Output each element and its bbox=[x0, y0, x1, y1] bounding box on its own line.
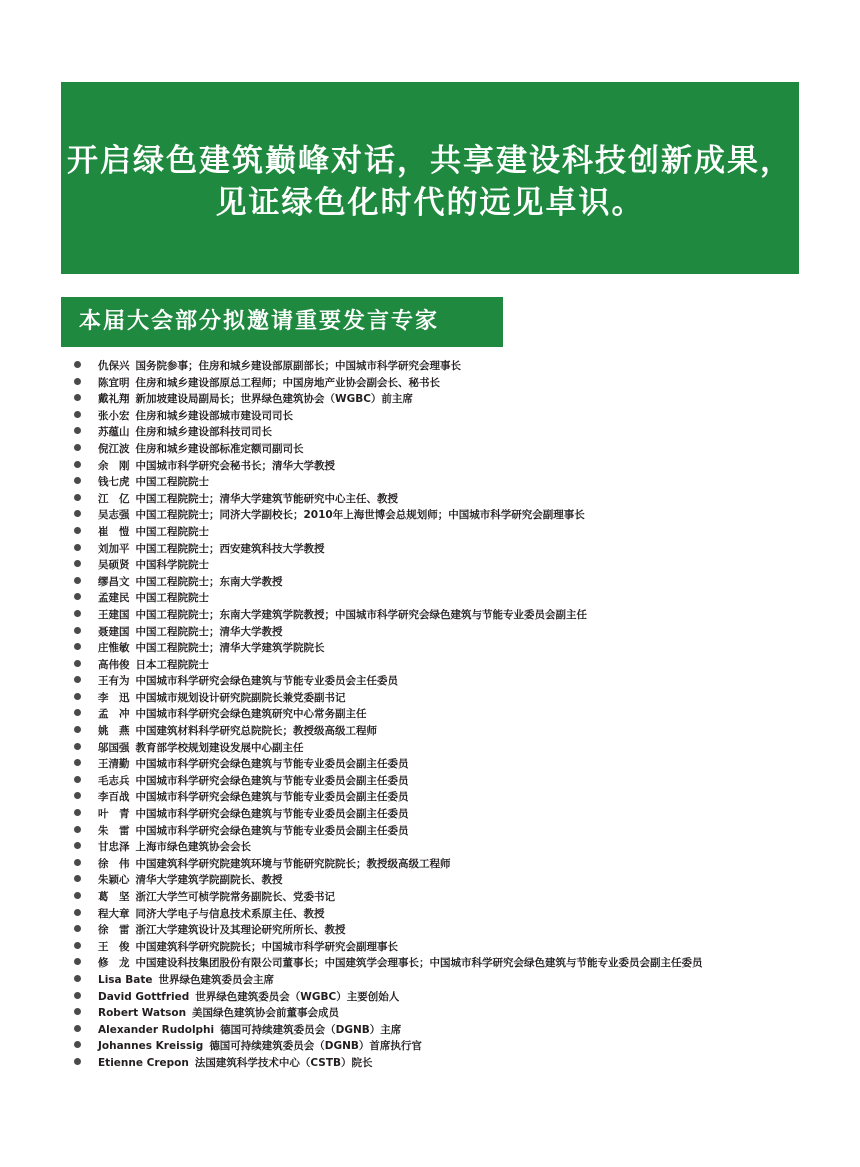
speaker-name: 王有为 bbox=[98, 675, 130, 688]
speaker-title: 中国工程院院士 bbox=[135, 476, 209, 489]
speaker-name: Lisa Bate bbox=[98, 973, 153, 986]
bullet-icon bbox=[74, 909, 81, 916]
list-item bbox=[74, 557, 703, 574]
speaker-name: 李 迅 bbox=[98, 691, 130, 704]
speaker-title: 中国建设科技集团股份有限公司董事长；中国建筑学会理事长；中国城市科学研究会绿色建筑与节能专业委员会副主任委员 bbox=[135, 957, 703, 970]
list-item bbox=[74, 723, 703, 740]
speaker-name: 王建国 bbox=[98, 608, 130, 621]
speaker-title: 中国工程院院士 bbox=[135, 525, 209, 538]
list-item bbox=[74, 474, 703, 491]
speaker-title: 中国工程院院士；同济大学副校长；2010年上海世博会总规划师；中国城市科学研究会副理事长 bbox=[135, 509, 585, 522]
speaker-title: 中国城市科学研究会绿色建筑与节能专业委员会副主任委员 bbox=[135, 791, 409, 804]
speaker-name: David Gottfried bbox=[98, 990, 190, 1003]
speaker-list bbox=[74, 358, 703, 1072]
speaker-title: 中国城市规划设计研究院副院长兼党委副书记 bbox=[135, 691, 346, 704]
list-item bbox=[74, 756, 703, 773]
speaker-name: 倪江波 bbox=[98, 442, 130, 455]
bullet-icon bbox=[74, 842, 81, 849]
speaker-name: 庄惟敏 bbox=[98, 642, 130, 655]
hero-headline-line-2: 见证绿色化时代的远见卓识。 bbox=[215, 185, 645, 221]
speaker-name: 刘加平 bbox=[98, 542, 130, 555]
list-item bbox=[74, 922, 703, 939]
speaker-title: 中国城市科学研究会绿色建筑与节能专业委员会副主任委员 bbox=[135, 808, 409, 821]
list-item bbox=[74, 1055, 703, 1072]
bullet-icon bbox=[74, 693, 81, 700]
list-item bbox=[74, 441, 703, 458]
bullet-icon bbox=[74, 1058, 81, 1065]
speaker-title: 德国可持续建筑委员会（DGNB）主席 bbox=[220, 1023, 402, 1036]
list-item bbox=[74, 690, 703, 707]
list-item bbox=[74, 574, 703, 591]
speaker-title: 中国工程院院士；东南大学建筑学院教授；中国城市科学研究会绿色建筑与节能专业委员会副主任 bbox=[135, 608, 587, 621]
bullet-icon bbox=[74, 477, 81, 484]
bullet-icon bbox=[74, 759, 81, 766]
hero-headline-line-1: 开启绿色建筑巅峰对话，共享建设科技创新成果， bbox=[67, 143, 793, 179]
speaker-title: 世界绿色建筑委员会主席 bbox=[158, 973, 275, 986]
speaker-title: 中国工程院院士；清华大学教授 bbox=[135, 625, 283, 638]
bullet-icon bbox=[74, 361, 81, 368]
list-item bbox=[74, 607, 703, 624]
list-item bbox=[74, 408, 703, 425]
speaker-name: 叶 青 bbox=[98, 808, 130, 821]
bullet-icon bbox=[74, 826, 81, 833]
speaker-title: 教育部学校规划建设发展中心副主任 bbox=[135, 741, 304, 754]
speaker-name: 张小宏 bbox=[98, 409, 130, 422]
speaker-title: 中国工程院院士 bbox=[135, 592, 209, 605]
bullet-icon bbox=[74, 643, 81, 650]
speaker-title: 中国城市科学研究会绿色建筑与节能专业委员会副主任委员 bbox=[135, 758, 409, 771]
speaker-name: Alexander Rudolphi bbox=[98, 1023, 215, 1036]
speaker-title: 国务院参事；住房和城乡建设部原副部长；中国城市科学研究会理事长 bbox=[135, 360, 461, 372]
bullet-icon bbox=[74, 942, 81, 949]
speaker-title: 浙江大学竺可桢学院常务副院长、党委书记 bbox=[135, 891, 335, 903]
speaker-title: 中国工程院院士；西安建筑科技大学教授 bbox=[135, 542, 325, 555]
bullet-icon bbox=[74, 461, 81, 468]
speaker-name: 孟 冲 bbox=[98, 708, 130, 721]
bullet-icon bbox=[74, 925, 81, 932]
speaker-title: 中国建筑科学研究院院长；中国城市科学研究会副理事长 bbox=[135, 940, 398, 953]
bullet-icon bbox=[74, 726, 81, 733]
speaker-name: 朱 雷 bbox=[98, 824, 130, 837]
list-item bbox=[74, 458, 703, 475]
speaker-name: 姚 燕 bbox=[98, 725, 130, 738]
list-item bbox=[74, 972, 703, 989]
bullet-icon bbox=[74, 792, 81, 799]
speaker-title: 中国工程院院士；清华大学建筑节能研究中心主任、教授 bbox=[135, 492, 398, 505]
list-item bbox=[74, 1038, 703, 1055]
bullet-icon bbox=[74, 444, 81, 451]
speaker-name: Etienne Crepon bbox=[98, 1056, 189, 1069]
bullet-icon bbox=[74, 394, 81, 401]
speaker-title: 中国城市科学研究会绿色建筑研究中心常务副主任 bbox=[135, 708, 367, 721]
speaker-title: 住房和城乡建设部科技司司长 bbox=[135, 426, 272, 439]
speaker-title: 中国城市科学研究会绿色建筑与节能专业委员会主任委员 bbox=[135, 675, 398, 688]
speaker-name: 徐 雷 bbox=[98, 924, 130, 937]
bullet-icon bbox=[74, 859, 81, 866]
list-item bbox=[74, 872, 703, 889]
list-item bbox=[74, 424, 703, 441]
speaker-name: 毛志兵 bbox=[98, 774, 130, 787]
bullet-icon bbox=[74, 776, 81, 783]
speaker-name: 缪昌文 bbox=[98, 575, 130, 588]
bullet-icon bbox=[74, 527, 81, 534]
speaker-title: 中国城市科学研究会秘书长；清华大学教授 bbox=[135, 459, 335, 472]
bullet-icon bbox=[74, 676, 81, 683]
bullet-icon bbox=[74, 494, 81, 501]
bullet-icon bbox=[74, 743, 81, 750]
speaker-title: 日本工程院院士 bbox=[135, 658, 209, 671]
speaker-title: 上海市绿色建筑协会会长 bbox=[135, 841, 251, 854]
speaker-name: Johannes Kreissig bbox=[98, 1040, 204, 1053]
bullet-icon bbox=[74, 427, 81, 434]
list-item bbox=[74, 773, 703, 790]
speaker-title: 中国城市科学研究会绿色建筑与节能专业委员会副主任委员 bbox=[135, 824, 409, 837]
bullet-icon bbox=[74, 610, 81, 617]
bullet-icon bbox=[74, 975, 81, 982]
list-item bbox=[74, 358, 703, 375]
list-item bbox=[74, 673, 703, 690]
speaker-name: 吴硕贤 bbox=[98, 559, 130, 572]
list-item bbox=[74, 955, 703, 972]
speaker-title: 住房和城乡建设部原总工程师；中国房地产业协会副会长、秘书长 bbox=[135, 376, 440, 389]
list-item bbox=[74, 889, 703, 906]
list-item bbox=[74, 806, 703, 823]
list-item bbox=[74, 740, 703, 757]
speaker-name: 钱七虎 bbox=[98, 476, 130, 489]
speaker-name: 仇保兴 bbox=[98, 360, 130, 372]
list-item bbox=[74, 541, 703, 558]
list-item bbox=[74, 640, 703, 657]
list-item bbox=[74, 1022, 703, 1039]
speaker-name: 高伟俊 bbox=[98, 658, 130, 671]
speaker-name: 戴礼翔 bbox=[98, 393, 130, 406]
bullet-icon bbox=[74, 1025, 81, 1032]
speaker-name: 修 龙 bbox=[98, 957, 130, 970]
speaker-name: 江 亿 bbox=[98, 492, 130, 505]
hero-banner bbox=[61, 82, 799, 274]
bullet-icon bbox=[74, 577, 81, 584]
speaker-name: 聂建国 bbox=[98, 625, 130, 638]
speaker-title: 同济大学电子与信息技术系原主任、教授 bbox=[135, 907, 325, 920]
speaker-title: 法国建筑科学技术中心（CSTB）院长 bbox=[194, 1056, 373, 1069]
speaker-name: 程大章 bbox=[98, 907, 130, 920]
bullet-icon bbox=[74, 709, 81, 716]
speaker-name: 苏蕴山 bbox=[98, 426, 130, 439]
speaker-title: 世界绿色建筑委员会（WGBC）主要创始人 bbox=[195, 990, 400, 1003]
speaker-name: 徐 伟 bbox=[98, 857, 130, 870]
list-item bbox=[74, 1005, 703, 1022]
speaker-name: 李百战 bbox=[98, 791, 130, 804]
bullet-icon bbox=[74, 411, 81, 418]
bullet-icon bbox=[74, 510, 81, 517]
bullet-icon bbox=[74, 627, 81, 634]
list-item bbox=[74, 839, 703, 856]
list-item bbox=[74, 491, 703, 508]
section-title: 本届大会部分拟邀请重要发言专家 bbox=[61, 297, 503, 347]
speaker-title: 德国可持续建筑委员会（DGNB）首席执行官 bbox=[209, 1040, 422, 1053]
speaker-name: 孟建民 bbox=[98, 592, 130, 605]
speaker-name: 陈宜明 bbox=[98, 376, 130, 389]
speaker-title: 中国建筑材料科学研究总院院长；教授级高级工程师 bbox=[135, 725, 377, 738]
bullet-icon bbox=[74, 1008, 81, 1015]
speaker-name: Robert Watson bbox=[98, 1007, 187, 1020]
bullet-icon bbox=[74, 958, 81, 965]
bullet-icon bbox=[74, 892, 81, 899]
speaker-name: 吴志强 bbox=[98, 509, 130, 522]
list-item bbox=[74, 989, 703, 1006]
bullet-icon bbox=[74, 544, 81, 551]
bullet-icon bbox=[74, 560, 81, 567]
speaker-name: 邬国强 bbox=[98, 741, 130, 754]
bullet-icon bbox=[74, 992, 81, 999]
list-item bbox=[74, 524, 703, 541]
list-item bbox=[74, 706, 703, 723]
speaker-title: 中国工程院院士；东南大学教授 bbox=[135, 575, 283, 588]
speaker-title: 中国科学院院士 bbox=[135, 559, 209, 572]
speaker-name: 朱颖心 bbox=[98, 874, 130, 887]
speaker-title: 住房和城乡建设部标准定额司副司长 bbox=[135, 442, 304, 455]
speaker-title: 中国工程院院士；清华大学建筑学院院长 bbox=[135, 642, 325, 655]
bullet-icon bbox=[74, 875, 81, 882]
speaker-title: 住房和城乡建设部城市建设司司长 bbox=[135, 409, 293, 422]
list-item bbox=[74, 823, 703, 840]
speaker-name: 葛 坚 bbox=[98, 891, 130, 903]
speaker-title: 浙江大学建筑设计及其理论研究所所长、教授 bbox=[135, 924, 346, 937]
list-item bbox=[74, 624, 703, 641]
list-item bbox=[74, 375, 703, 392]
speaker-title: 新加坡建设局副局长；世界绿色建筑协会（WGBC）前主席 bbox=[135, 393, 413, 406]
list-item bbox=[74, 939, 703, 956]
speaker-name: 王清勤 bbox=[98, 758, 130, 771]
list-item bbox=[74, 657, 703, 674]
list-item bbox=[74, 391, 703, 408]
bullet-icon bbox=[74, 660, 81, 667]
speaker-title: 美国绿色建筑协会前董事会成员 bbox=[192, 1007, 340, 1020]
list-item bbox=[74, 856, 703, 873]
speaker-title: 中国城市科学研究会绿色建筑与节能专业委员会副主任委员 bbox=[135, 774, 409, 787]
bullet-icon bbox=[74, 809, 81, 816]
speaker-title: 清华大学建筑学院副院长、教授 bbox=[135, 874, 283, 887]
list-item bbox=[74, 590, 703, 607]
speaker-title: 中国建筑科学研究院建筑环境与节能研究院院长；教授级高级工程师 bbox=[135, 857, 451, 870]
list-item bbox=[74, 789, 703, 806]
list-item bbox=[74, 906, 703, 923]
list-item bbox=[74, 507, 703, 524]
bullet-icon bbox=[74, 593, 81, 600]
speaker-name: 余 刚 bbox=[98, 459, 130, 472]
speaker-name: 王 俊 bbox=[98, 940, 130, 953]
bullet-icon bbox=[74, 378, 81, 385]
speaker-name: 崔 愷 bbox=[98, 525, 130, 538]
bullet-icon bbox=[74, 1041, 81, 1048]
speaker-name: 甘忠泽 bbox=[98, 841, 130, 854]
